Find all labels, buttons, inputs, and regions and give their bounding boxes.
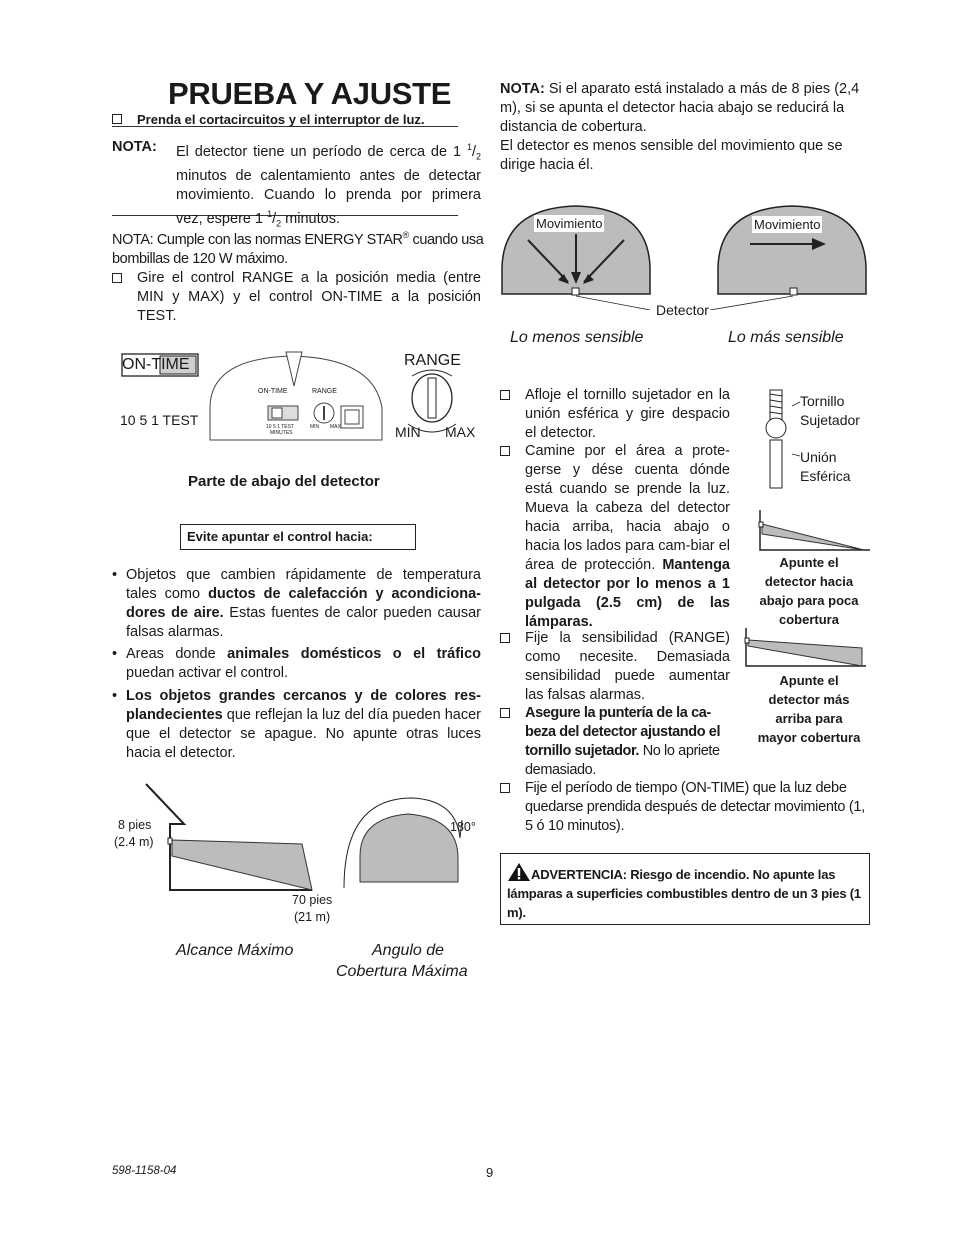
- detector-marker: [572, 288, 579, 295]
- step-breaker-text: Prenda el cortacircuitos y el interruptor de luz.: [137, 112, 425, 127]
- distance-meters: (21 m): [294, 910, 331, 924]
- inner-ontime: ON-TIME: [258, 388, 288, 395]
- checkbox-icon: [112, 114, 122, 124]
- bullet-animals: • Areas donde animales domésticos o el tráfico puedan activar el control.: [112, 646, 481, 681]
- detector-caption: Parte de abajo del detector: [188, 473, 380, 490]
- distance-feet: 70 pies: [292, 893, 333, 907]
- step-walk: Camine por el área a prote-gerse y dése cuenta dónde está cuando se prende la luz. Mueva la cabeza del detector hacia arriba, hacia abajo o hacia los lados para cam-biar el área de protección. Mantenga al detector por lo menos a 1 pulgada (2.5 cm) de las lámparas.: [500, 442, 730, 632]
- ontime-scale: 10 5 1 TEST: [120, 412, 199, 428]
- inner-max: MAX: [330, 424, 341, 430]
- warning-triangle-icon: [507, 862, 531, 882]
- detector-label: Detector: [656, 302, 709, 318]
- angle-label: 180°: [450, 820, 476, 834]
- document-code: 598-1158-04: [112, 1165, 177, 1177]
- bullet-temperature: • Objetos que cambien rápidamente de temperatura tales como ductos de calefacción y acondiciona-dores de aire. Estas fuentes de calor pueden causar falsas alarmas.: [112, 567, 481, 640]
- page-title: PRUEBA Y AJUSTE: [168, 76, 452, 111]
- note-label: NOTA:: [112, 139, 157, 155]
- checkbox-icon: [500, 783, 510, 793]
- bullet-reflective: • Los objetos grandes cercanos y de colores res-plandecientes que reflejan la luz del día pueden hacer que el detector se apague. No apunte otras luces hacia el detector.: [112, 688, 481, 761]
- range-max: MAX: [445, 424, 476, 440]
- avoid-box: Evite apuntar el control hacia:: [180, 524, 416, 550]
- range-min: MIN: [395, 424, 421, 440]
- ball-joint-label: Unión Esférica: [800, 449, 851, 484]
- caption-max-range: Alcance Máximo: [176, 942, 294, 959]
- detector-marker: [790, 288, 797, 295]
- range-label: RANGE: [404, 352, 461, 369]
- right-note: NOTA: Si el aparato está instalado a más de 8 pies (2,4 m), si se apunta el detector hacia abajo se reducirá la distancia de cobertura. El detector es menos sensible del movimiento que se dirige hacia él.: [500, 81, 860, 173]
- step-controls: [112, 269, 481, 326]
- ontime-label: ON-TIME: [122, 356, 190, 373]
- movement-label-right: Movimiento: [754, 217, 821, 232]
- inner-scale: 10 5 1 TEST: [266, 424, 294, 430]
- checkbox-icon: [500, 633, 510, 643]
- inner-minutes: MINUTES: [270, 430, 293, 436]
- checkbox-icon: [500, 446, 510, 456]
- caption-coverage-2: Cobertura Máxima: [336, 963, 468, 980]
- page-number: 9: [486, 1165, 494, 1180]
- sensitivity-diagram: [500, 190, 872, 310]
- movement-label-left: Movimiento: [536, 216, 603, 231]
- aim-up-caption: Apunte el detector más arriba para mayor cobertura: [757, 673, 861, 745]
- most-sensitive-caption: Lo más sensible: [728, 329, 844, 346]
- step-sensitivity: Fije la sensibilidad (RANGE) como necesite. Demasiada sensibilidad puede aumentar las falsas alarmas.: [500, 629, 730, 705]
- step-controls-text: Gire el control RANGE a la posición media (entre MIN y MAX) y el control ON-TIME a la posición TEST.: [137, 270, 481, 324]
- step-secure: Asegure la puntería de la ca-beza del detector ajustando el tornillo sujetador. No lo apriete demasiado.: [500, 704, 730, 780]
- height-feet: 8 pies: [118, 818, 152, 832]
- step-loosen: Afloje el tornillo sujetador en la unión esférica y gire despacio el detector.: [500, 386, 730, 443]
- checkbox-icon: [500, 708, 510, 718]
- energy-star-note: NOTA: Cumple con las normas ENERGY STAR® cuando usa bombillas de 120 W máximo.: [112, 230, 484, 267]
- aim-down-caption: Apunte el detector hacia abajo para poca cobertura: [759, 555, 859, 627]
- inner-range: RANGE: [312, 388, 337, 395]
- note-warmup-text: El detector tiene un período de cerca de 1 $^1/_2$ minutos de calentamiento antes de detectar movimiento. Cuando lo prenda por primera vez, espere 1 $^1/_2$ minutos.: [176, 142, 481, 229]
- step-ontime: Fije el período de tiempo (ON-TIME) que la luz debe quedarse prendida después de detectar movimiento (1, 5 ó 10 minutos).: [500, 779, 872, 836]
- fire-warning-box: ADVERTENCIA: Riesgo de incendio. No apunte las lámparas a superficies combustibles dentro de un 3 pies (1 m).: [500, 853, 870, 925]
- checkbox-icon: [500, 390, 510, 400]
- inner-min: MIN: [310, 424, 320, 430]
- caption-coverage-1: Angulo de: [372, 942, 445, 959]
- screw-label: Tornillo Sujetador: [800, 393, 860, 428]
- least-sensitive-caption: Lo menos sensible: [510, 329, 644, 346]
- ball-joint-icon: [766, 418, 786, 438]
- height-meters: (2.4 m): [114, 835, 154, 849]
- checkbox-icon: [112, 273, 122, 283]
